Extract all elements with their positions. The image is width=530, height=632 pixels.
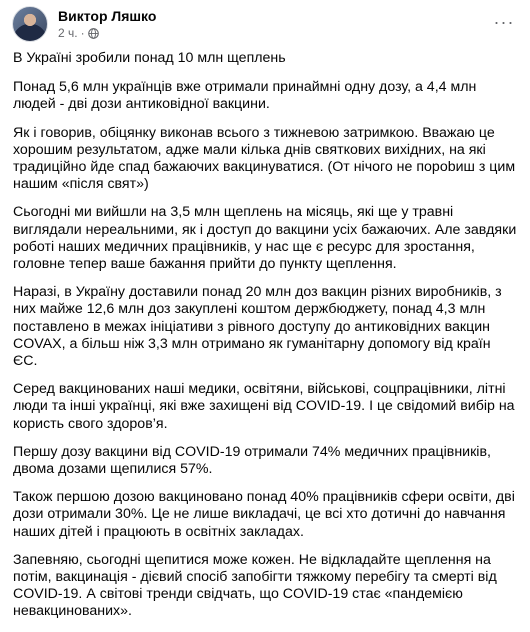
avatar[interactable] xyxy=(12,6,48,42)
post-paragraph: Запевняю, сьогодні щепитися може кожен. Не відкладайте щеплення на потім, вакцинація - дієвий спосіб запобігти тяжкому перебігу та смерті від COVID-19. А світові тренди свідчать, що COVID-19 стає «пандемією невакцинованих». xyxy=(13,551,497,620)
post-paragraph: Як і говорив, обіцянку виконав всього з тижневою затримкою. Вважаю це хорошим результатом, адже мали кілька днів святкових вихідних, на які традиційно йде спад бажаючих вакцинуватися. (От нічого не порobиш з цим нашим «після свят») xyxy=(13,124,516,193)
meta-separator: · xyxy=(80,26,85,40)
post-paragraph: Наразі, в Україну доставили понад 20 млн доз вакцин різних виробників, з них майже 12,6 млн доз закуплені коштом держбюджету, понад 4,3 млн поставлено в межах ініціативи з рівного доступу до антиковідних вакцин COVAX, а більш ніж 3,3 млн отримано як гуманітарну допомогу від країн ЄС. xyxy=(13,284,502,370)
more-horizontal-icon: ··· xyxy=(493,12,515,32)
more-options-button[interactable] xyxy=(490,10,518,34)
post-paragraph: В Україні зробили понад 10 млн щеплень xyxy=(13,50,286,66)
post-paragraph: Також першою дозою вакциновано понад 40% працівників сфери освіти, дві дози отримали 30%. Це не лише викладачі, це всі хто дотичні до навчання наших дітей і працюють в освітніх закладах. xyxy=(13,489,515,540)
post-paragraph: Серед вакцинованих наші медики, освітяни, військові, соцпрацівники, літні люди та інші українці, які вже захищені від COVID-19. І це свідомий вибір на користь свого здоров’я. xyxy=(13,381,515,432)
post-header xyxy=(12,6,518,42)
post-time[interactable]: 2 ч. xyxy=(58,26,78,40)
post-paragraph: Першу дозу вакцини від COVID-19 отримали 74% медичних працівників, двома дозами щепилися 57%. xyxy=(13,443,491,478)
post-paragraph: Сьогодні ми вийшли на 3,5 млн щеплень на місяць, які ще у травні виглядали нереальними, як і доступ до вакцини усіх бажаючих. Але завдяки роботі наших медичних працівників, у нас ще є ресурс для зростання, головне тепер ваше бажання прийти до пункту щеплення. xyxy=(13,204,517,273)
author-name[interactable]: Виктор Ляшко xyxy=(58,8,157,24)
post-meta xyxy=(58,26,99,40)
globe-icon[interactable] xyxy=(88,28,99,39)
post-paragraph: Понад 5,6 млн українців вже отримали принаймні одну дозу, а 4,4 млн людей - дві дози антиковідної вакцини. xyxy=(13,79,477,113)
post-content xyxy=(13,50,518,632)
